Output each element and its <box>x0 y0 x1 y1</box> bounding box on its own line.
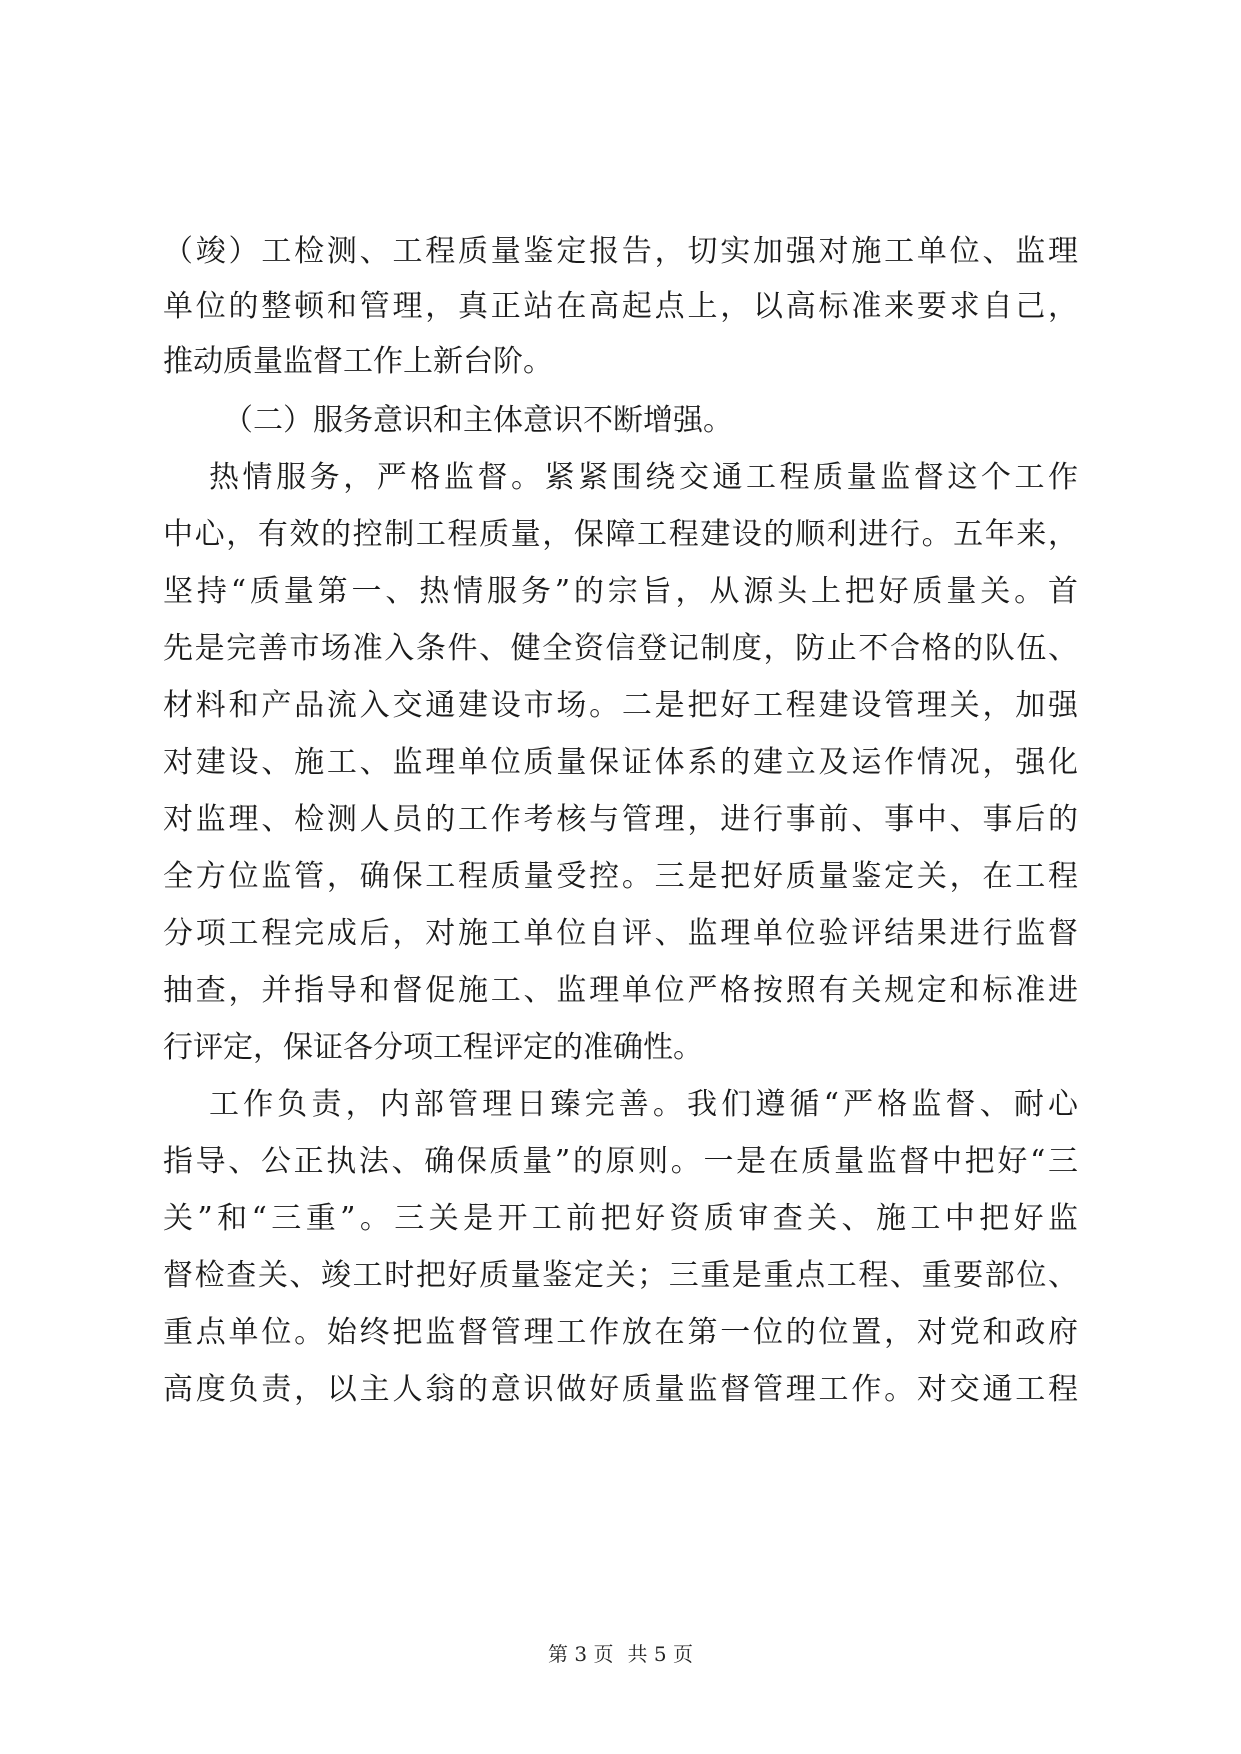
text-line: 督检查关、竣工时把好质量鉴定关；三重是重点工程、重要部位、 <box>163 1258 1078 1293</box>
text-line: 抽查，并指导和督促施工、监理单位严格按照有关规定和标准进 <box>163 973 1078 1008</box>
text-line: 单位的整顿和管理，真正站在高起点上，以高标准来要求自己， <box>163 289 1078 324</box>
text-line: 高度负责，以主人翁的意识做好质量监督管理工作。对交通工程 <box>163 1372 1078 1407</box>
text-line: 对监理、检测人员的工作考核与管理，进行事前、事中、事后的 <box>163 802 1078 837</box>
page-footer <box>0 1641 1241 1667</box>
text-line: 对建设、施工、监理单位质量保证体系的建立及运作情况，强化 <box>163 745 1078 780</box>
text-line: 行评定，保证各分项工程评定的准确性。 <box>163 1030 703 1065</box>
text-line: 先是完善市场准入条件、健全资信登记制度，防止不合格的队伍、 <box>163 631 1078 666</box>
text-line: 材料和产品流入交通建设市场。二是把好工程建设管理关，加强 <box>163 688 1078 723</box>
section-heading: （二）服务意识和主体意识不断增强。 <box>223 403 733 438</box>
text-line: 全方位监管，确保工程质量受控。三是把好质量鉴定关，在工程 <box>163 859 1078 894</box>
paragraph-first-line: 热情服务，严格监督。紧紧围绕交通工程质量监督这个工作 <box>209 460 1078 495</box>
page-number: 第 3 页 <box>548 1642 614 1666</box>
text-line: 坚持“质量第一、热情服务”的宗旨，从源头上把好质量关。首 <box>163 574 1078 609</box>
text-line: （竣）工检测、工程质量鉴定报告，切实加强对施工单位、监理 <box>163 234 1078 269</box>
text-line: 重点单位。始终把监督管理工作放在第一位的位置，对党和政府 <box>163 1315 1078 1350</box>
text-line: 关”和“三重”。三关是开工前把好资质审查关、施工中把好监 <box>163 1201 1078 1236</box>
text-line: 指导、公正执法、确保质量”的原则。一是在质量监督中把好“三 <box>163 1144 1078 1179</box>
paragraph-first-line: 工作负责，内部管理日臻完善。我们遵循“严格监督、耐心 <box>209 1087 1078 1122</box>
text-line: 推动质量监督工作上新台阶。 <box>163 344 553 379</box>
text-line: 中心，有效的控制工程质量，保障工程建设的顺利进行。五年来， <box>163 517 1078 552</box>
text-line: 分项工程完成后，对施工单位自评、监理单位验评结果进行监督 <box>163 916 1078 951</box>
page-total: 共 5 页 <box>627 1642 693 1666</box>
